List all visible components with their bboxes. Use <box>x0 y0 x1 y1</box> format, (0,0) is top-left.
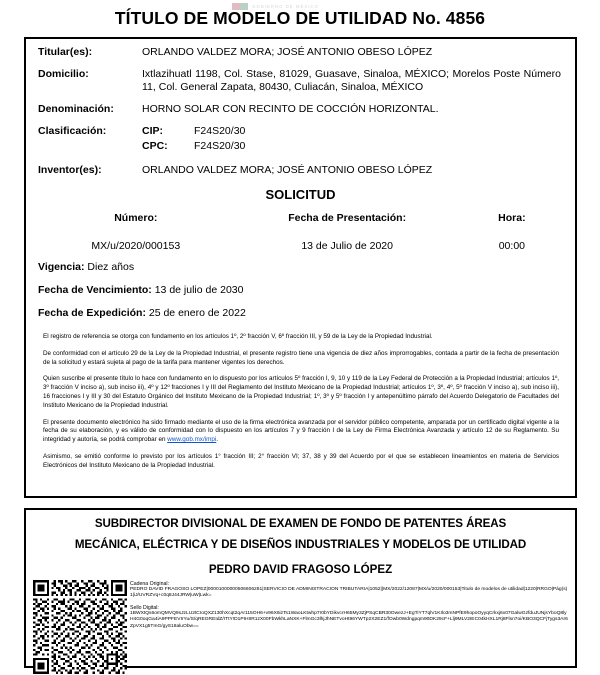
page-title: TÍTULO DE MODELO DE UTILIDAD No. 4856 <box>114 8 486 28</box>
seal-area <box>26 580 575 674</box>
sello-digital-block <box>130 605 569 629</box>
clasificacion-label: Clasificación: <box>38 125 107 137</box>
vencimiento-value: 13 de julio de 2030 <box>154 284 244 296</box>
legal-paragraph-5: Asimismo, se emitió conforme lo previsto por los artículos 1° fracción III; 2° fracción VI; 37, 38 y 39 del Acuerdo por el que se establecen lineamientos en materia de Servicios Electrónicos del Instituto Mexicano de la Propiedad Industrial. <box>43 452 559 469</box>
titular-label: Titular(es): <box>38 46 93 58</box>
qr-code-icon <box>33 580 127 674</box>
solicitud-table <box>26 211 575 261</box>
table-row-domicilio <box>26 68 575 103</box>
title-details-box <box>24 37 577 498</box>
inventor-label: Inventor(es): <box>38 164 102 176</box>
solicitud-numero: MX/u/2020/000153 <box>91 240 181 252</box>
vencimiento-row <box>26 284 575 296</box>
cip-value: F24S20/30 <box>194 125 246 137</box>
legal-paragraph-2: De conformidad con el artículo 29 de la Ley de la Propiedad Industrial, el presente registro tiene una vigencia de diez años improrrogables, contada a partir de la fecha de presentación de la solicitud y estará sujeta al pago de la tarifa para mantener vigentes los derechos. <box>43 349 559 366</box>
signature-box <box>24 508 577 668</box>
solicitud-col-numero: Número: <box>114 212 158 224</box>
vigencia-row <box>26 261 575 273</box>
denominacion-value: HORNO SOLAR CON RECINTO DE COCCIÓN HORIZONTAL. <box>142 103 439 115</box>
field-table <box>26 46 575 186</box>
seal-text-block <box>130 580 569 630</box>
gobierno-logo-text: GOBIERNO DE MÉXICO <box>252 4 319 9</box>
signer-title-line-2: MECÁNICA, ELÉCTRICA Y DE DISEÑOS INDUSTRIALES Y MODELOS DE UTILIDAD <box>74 538 527 551</box>
solicitud-fecha: 13 de Julio de 2020 <box>301 240 393 252</box>
clasificacion-cpc-row <box>142 140 561 153</box>
sello-digital-value: 1BWXtQs6omQMVQ9sJzLU2tCIoQXZ130hXcqt2qAr115OH6+v96X6izTs1WaoLKtwhp7r0bYDikvcrH65My3ZjPSqCBR30OwezJ+EgTiYT7qlV1KIlo3mNPfE9hopoOyyqCrkxj6x07GalwGzfduJUNjsYboQ8lyH4G0oqGa4iA9PPFEVIrYu/S/qREGREIdZ/ITtY!D1PIHIIR1zX00FbWkhLaNXK+FlmGc3lhjJhNETvoHt96YWTp2X2EZ1/fOwb0Wdngpqm90DK29cF+Llj9MLV2IEC04kHXL1Rj8Flsn7oi/KBO3QCFjTygs3Ar6ZpVX1g5TInG/gyS18aluObw== <box>130 611 568 629</box>
legal-paragraph-4-text: El presente documento electrónico ha sido firmado mediante el uso de la firma electrónica avanzada por el servidor público competente, amparada por un certificado digital vigente a la fecha de su elaboración, y es válido de conformidad con lo dispuesto en los artículos 7 y 9 fracción I de la Ley de Firma Electrónica Avanzada y artículo 12 de su Reglamento. Su integridad y autoría, se podrá comprobar en <box>43 418 559 444</box>
table-row-titular <box>26 46 575 68</box>
titular-value: ORLANDO VALDEZ MORA; JOSÉ ANTONIO OBESO LÓPEZ <box>142 46 433 58</box>
table-row-clasificacion <box>26 125 575 164</box>
legal-paragraph-1: El registro de referencia se otorga con fundamento en los artículos 1º, 2º fracción V, 6º fracción III, y 59 de la Ley de la Propiedad Industrial. <box>43 333 433 340</box>
clasificacion-value <box>142 125 575 164</box>
legal-paragraph-3: Quien suscribe el presente título lo hace con fundamento en lo dispuesto por los artículos 5º fracción I, 9, 10 y 119 de la Ley Federal de Protección a la Propiedad Industrial; artículos 1º, 3º fracción V inciso a), sub inciso iii), 4º y 12º fracciones I y III del Reglamento del Instituto Mexicano de la Propiedad Industrial; artículos 1º, 3º, 4º, 5º fracción V inciso a), sub inciso iii), 16 fracciones I y III y 30 del Estatuto Orgánico del Instituto Mexicano de la Propiedad Industrial; 1º, 3º y 5º fracción I y antepenúltimo párrafo del Acuerdo Delegatorio de Facultades del Instituto Mexicano de la Propiedad Industrial. <box>43 375 559 409</box>
solicitud-hora: 00:00 <box>498 240 525 252</box>
solicitud-heading: SOLICITUD <box>265 187 336 202</box>
table-row-inventor <box>26 164 575 186</box>
qr-code-wrapper <box>30 580 130 674</box>
legal-text <box>26 330 575 471</box>
impi-link[interactable]: www.gob.mx/impi <box>167 436 217 444</box>
legal-paragraph-4-period: . <box>216 436 219 444</box>
expedicion-row <box>26 307 575 319</box>
clasificacion-cip-row <box>142 125 561 138</box>
expedicion-label: Fecha de Expedición: <box>38 307 146 319</box>
solicitud-col-hora: Hora: <box>498 212 526 224</box>
table-row-denominacion <box>26 103 575 125</box>
cpc-value: F24S20/30 <box>194 140 246 152</box>
vencimiento-label: Fecha de Vencimiento: <box>38 284 152 296</box>
denominacion-label: Denominación: <box>38 103 114 115</box>
cadena-original-value: PEDRO DAVID FRAGOSO LOPEZ|00001000000506606281|SERVICIO DE ADMINISTRACION TRIBUTARIA|1052||MX/2022/12087|MX/u/2020/000153|Titulo de modelos de utilidad|1220|RRGO|Pág(s)1|iJ/UVRZVq+c0q8J44JRW|uW|Lwk= <box>130 587 568 599</box>
solicitud-data-row <box>26 239 575 261</box>
cip-label: CIP: <box>142 125 163 137</box>
legal-paragraph-4 <box>43 419 559 445</box>
domicilio-value: Ixtlazihuatl 1198, Col. Stase, 81029, Guasave, Sinaloa, MÉXICO; Morelos Poste Número 11, Col. General Zapata, 80430, Culiacán, Sinaloa, MÉXICO <box>142 68 561 93</box>
vigencia-value: Diez años <box>87 261 135 273</box>
expedicion-value: 25 de enero de 2022 <box>148 307 246 319</box>
solicitud-col-fecha: Fecha de Presentación: <box>288 212 407 224</box>
cadena-original-block <box>130 581 569 599</box>
signer-name: PEDRO DAVID FRAGOSO LÓPEZ <box>208 563 393 576</box>
vigencia-label: Vigencia: <box>38 261 85 273</box>
signer-title-line-1: SUBDIRECTOR DIVISIONAL DE EXAMEN DE FONDO DE PATENTES ÁREAS <box>94 517 507 530</box>
cpc-label: CPC: <box>142 140 168 152</box>
cadena-original-label: Cadena Original: <box>130 581 169 587</box>
domicilio-label: Domicilio: <box>38 68 89 80</box>
inventor-value: ORLANDO VALDEZ MORA; JOSÉ ANTONIO OBESO LÓPEZ <box>142 164 433 176</box>
solicitud-header-row <box>26 211 575 239</box>
sello-digital-label: Sello Digital: <box>130 605 159 612</box>
